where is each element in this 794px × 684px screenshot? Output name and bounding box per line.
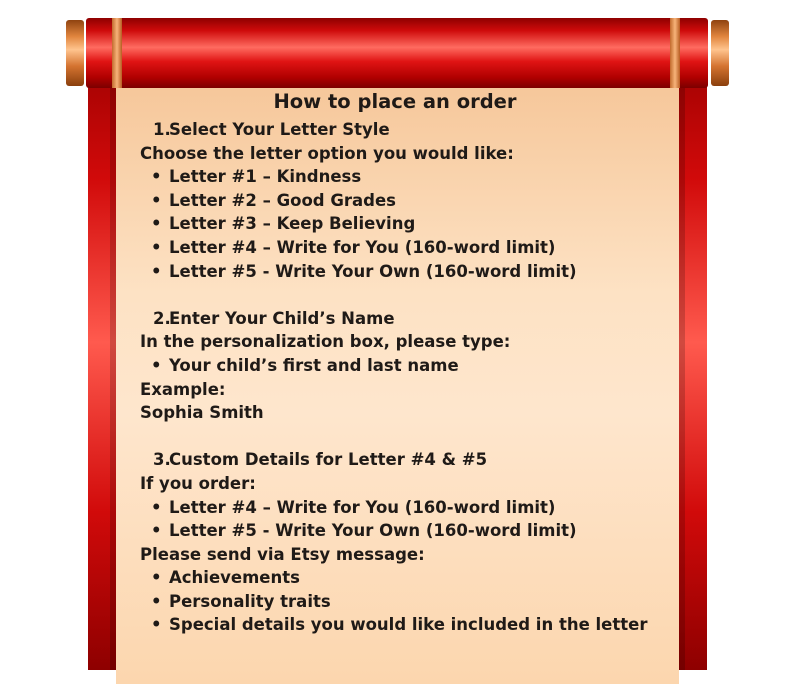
page-title: How to place an order — [273, 90, 517, 113]
scroll-left-rail — [88, 40, 116, 670]
list-item: • Your child’s first and last name — [169, 354, 670, 378]
roller-band-right — [670, 18, 680, 88]
list-item: • Letter #4 – Write for You (160-word limit) — [169, 496, 670, 520]
step-3-intro: If you order: — [140, 473, 256, 493]
list-item: • Achievements — [169, 566, 670, 590]
step-2-intro: In the personalization box, please type: — [140, 332, 511, 352]
roller-band-left — [112, 18, 122, 88]
list-item: • Letter #3 – Keep Believing — [169, 212, 670, 236]
step-1-heading — [140, 118, 670, 142]
step-heading: Select Your Letter Style — [169, 120, 390, 139]
step-2-heading — [140, 307, 670, 331]
custom-letters-list — [140, 496, 670, 543]
list-item: • Letter #5 - Write Your Own (160-word limit) — [169, 519, 670, 543]
scroll-right-rail — [679, 40, 707, 670]
spacer — [140, 425, 670, 449]
list-item: • Letter #2 – Good Grades — [169, 189, 670, 213]
name-list — [140, 354, 670, 378]
list-item: • Letter #4 – Write for You (160-word limit) — [169, 236, 670, 260]
list-item: • Personality traits — [169, 590, 670, 614]
message-intro: Please send via Etsy message: — [140, 544, 425, 564]
example-label: Example: — [140, 379, 226, 399]
order-instructions — [140, 88, 670, 637]
step-heading: Enter Your Child’s Name — [169, 308, 395, 328]
list-item: • Letter #5 - Write Your Own (160-word limit) — [169, 260, 670, 284]
roller-cap-right — [711, 20, 729, 86]
message-details-list — [140, 566, 670, 637]
list-item: • Letter #1 – Kindness — [169, 165, 670, 189]
spacer — [140, 283, 670, 307]
step-3-heading — [140, 448, 670, 472]
step-heading: Custom Details for Letter #4 & #5 — [169, 450, 488, 470]
roller-cap-left — [66, 20, 84, 86]
list-item: • Special details you would like included in the letter — [169, 613, 670, 637]
example-value: Sophia Smith — [140, 403, 264, 423]
scroll-top-roller — [86, 18, 708, 88]
step-number: 3. — [153, 450, 171, 470]
step-number: 2. — [153, 308, 171, 328]
letter-options-list — [140, 165, 670, 283]
step-1-intro: Choose the letter option you would like: — [140, 143, 514, 163]
step-number: 1. — [153, 120, 171, 139]
